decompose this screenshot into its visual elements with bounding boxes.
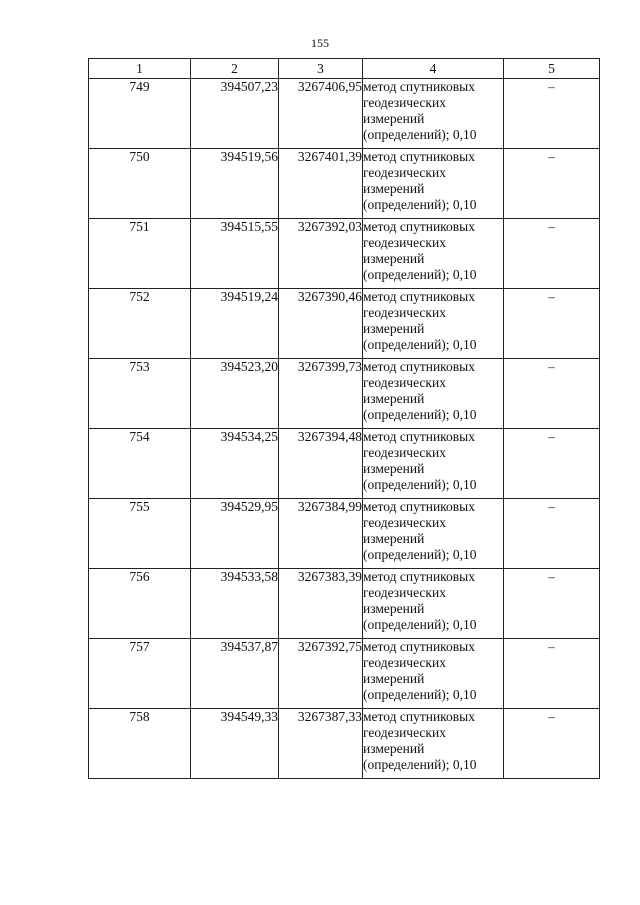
- y-coordinate-cell: 3267392,03: [279, 219, 363, 289]
- page-number: 155: [311, 36, 329, 50]
- method-text-line: измерений: [363, 601, 425, 616]
- x-coordinate-cell: 394519,56: [191, 149, 279, 219]
- table-row: [89, 499, 600, 569]
- method-text-line: измерений: [363, 391, 425, 406]
- point-number-cell: 757: [89, 639, 191, 709]
- header-col-2: 2: [191, 59, 279, 79]
- y-coordinate-cell: 3267390,46: [279, 289, 363, 359]
- header-col-1: 1: [89, 59, 191, 79]
- point-number-cell: 754: [89, 429, 191, 499]
- table-header-row: [89, 59, 600, 79]
- note-cell: –: [504, 219, 600, 289]
- method-text-line: измерений: [363, 671, 425, 686]
- coordinates-table: [88, 58, 600, 779]
- note-cell: –: [504, 569, 600, 639]
- method-cell: [363, 79, 504, 149]
- x-coordinate-cell: 394537,87: [191, 639, 279, 709]
- method-cell: [363, 149, 504, 219]
- method-text-line: геодезических: [363, 95, 446, 110]
- x-coordinate-cell: 394549,33: [191, 709, 279, 779]
- point-number-cell: 756: [89, 569, 191, 639]
- method-text-line: измерений: [363, 741, 425, 756]
- x-coordinate-cell: 394523,20: [191, 359, 279, 429]
- method-text-line: геодезических: [363, 445, 446, 460]
- method-cell: [363, 359, 504, 429]
- method-text-line: метод спутниковых: [363, 219, 475, 234]
- point-number-cell: 749: [89, 79, 191, 149]
- point-number-cell: 758: [89, 709, 191, 779]
- note-cell: –: [504, 359, 600, 429]
- table-row: [89, 79, 600, 149]
- note-cell: –: [504, 499, 600, 569]
- method-text-line: геодезических: [363, 165, 446, 180]
- y-coordinate-cell: 3267392,75: [279, 639, 363, 709]
- method-text-line: метод спутниковых: [363, 79, 475, 94]
- x-coordinate-cell: 394519,24: [191, 289, 279, 359]
- method-text-line: (определений); 0,10: [363, 617, 477, 632]
- point-number-cell: 750: [89, 149, 191, 219]
- method-text-line: метод спутниковых: [363, 359, 475, 374]
- method-cell: [363, 569, 504, 639]
- method-text-line: метод спутниковых: [363, 429, 475, 444]
- method-cell: [363, 709, 504, 779]
- method-text-line: геодезических: [363, 305, 446, 320]
- method-text-line: метод спутниковых: [363, 289, 475, 304]
- method-text-line: (определений); 0,10: [363, 547, 477, 562]
- method-text-line: геодезических: [363, 585, 446, 600]
- method-text-line: (определений); 0,10: [363, 477, 477, 492]
- table-row: [89, 569, 600, 639]
- method-text-line: измерений: [363, 181, 425, 196]
- table-row: [89, 149, 600, 219]
- y-coordinate-cell: 3267401,39: [279, 149, 363, 219]
- table-row: [89, 429, 600, 499]
- method-text-line: метод спутниковых: [363, 569, 475, 584]
- method-text-line: измерений: [363, 111, 425, 126]
- method-text-line: геодезических: [363, 725, 446, 740]
- table-row: [89, 289, 600, 359]
- point-number-cell: 755: [89, 499, 191, 569]
- x-coordinate-cell: 394529,95: [191, 499, 279, 569]
- method-cell: [363, 639, 504, 709]
- method-text-line: измерений: [363, 531, 425, 546]
- note-cell: –: [504, 149, 600, 219]
- y-coordinate-cell: 3267394,48: [279, 429, 363, 499]
- x-coordinate-cell: 394533,58: [191, 569, 279, 639]
- note-cell: –: [504, 429, 600, 499]
- note-cell: –: [504, 709, 600, 779]
- method-text-line: (определений); 0,10: [363, 267, 477, 282]
- method-cell: [363, 219, 504, 289]
- x-coordinate-cell: 394507,23: [191, 79, 279, 149]
- method-text-line: (определений); 0,10: [363, 407, 477, 422]
- point-number-cell: 752: [89, 289, 191, 359]
- method-text-line: метод спутниковых: [363, 639, 475, 654]
- method-cell: [363, 289, 504, 359]
- method-cell: [363, 429, 504, 499]
- y-coordinate-cell: 3267384,99: [279, 499, 363, 569]
- method-text-line: измерений: [363, 321, 425, 336]
- method-text-line: (определений); 0,10: [363, 757, 477, 772]
- point-number-cell: 751: [89, 219, 191, 289]
- y-coordinate-cell: 3267399,73: [279, 359, 363, 429]
- table-row: [89, 639, 600, 709]
- note-cell: –: [504, 79, 600, 149]
- header-col-5: 5: [504, 59, 600, 79]
- method-cell: [363, 499, 504, 569]
- x-coordinate-cell: 394534,25: [191, 429, 279, 499]
- method-text-line: измерений: [363, 251, 425, 266]
- x-coordinate-cell: 394515,55: [191, 219, 279, 289]
- table-row: [89, 359, 600, 429]
- method-text-line: геодезических: [363, 235, 446, 250]
- method-text-line: геодезических: [363, 375, 446, 390]
- method-text-line: метод спутниковых: [363, 709, 475, 724]
- method-text-line: измерений: [363, 461, 425, 476]
- note-cell: –: [504, 639, 600, 709]
- method-text-line: (определений); 0,10: [363, 127, 477, 142]
- header-col-3: 3: [279, 59, 363, 79]
- y-coordinate-cell: 3267406,95: [279, 79, 363, 149]
- table-row: [89, 709, 600, 779]
- table-body: [89, 79, 600, 779]
- note-cell: –: [504, 289, 600, 359]
- method-text-line: метод спутниковых: [363, 149, 475, 164]
- method-text-line: геодезических: [363, 655, 446, 670]
- method-text-line: (определений); 0,10: [363, 197, 477, 212]
- method-text-line: (определений); 0,10: [363, 687, 477, 702]
- method-text-line: метод спутниковых: [363, 499, 475, 514]
- method-text-line: геодезических: [363, 515, 446, 530]
- point-number-cell: 753: [89, 359, 191, 429]
- table-row: [89, 219, 600, 289]
- y-coordinate-cell: 3267387,33: [279, 709, 363, 779]
- y-coordinate-cell: 3267383,39: [279, 569, 363, 639]
- method-text-line: (определений); 0,10: [363, 337, 477, 352]
- header-col-4: 4: [363, 59, 504, 79]
